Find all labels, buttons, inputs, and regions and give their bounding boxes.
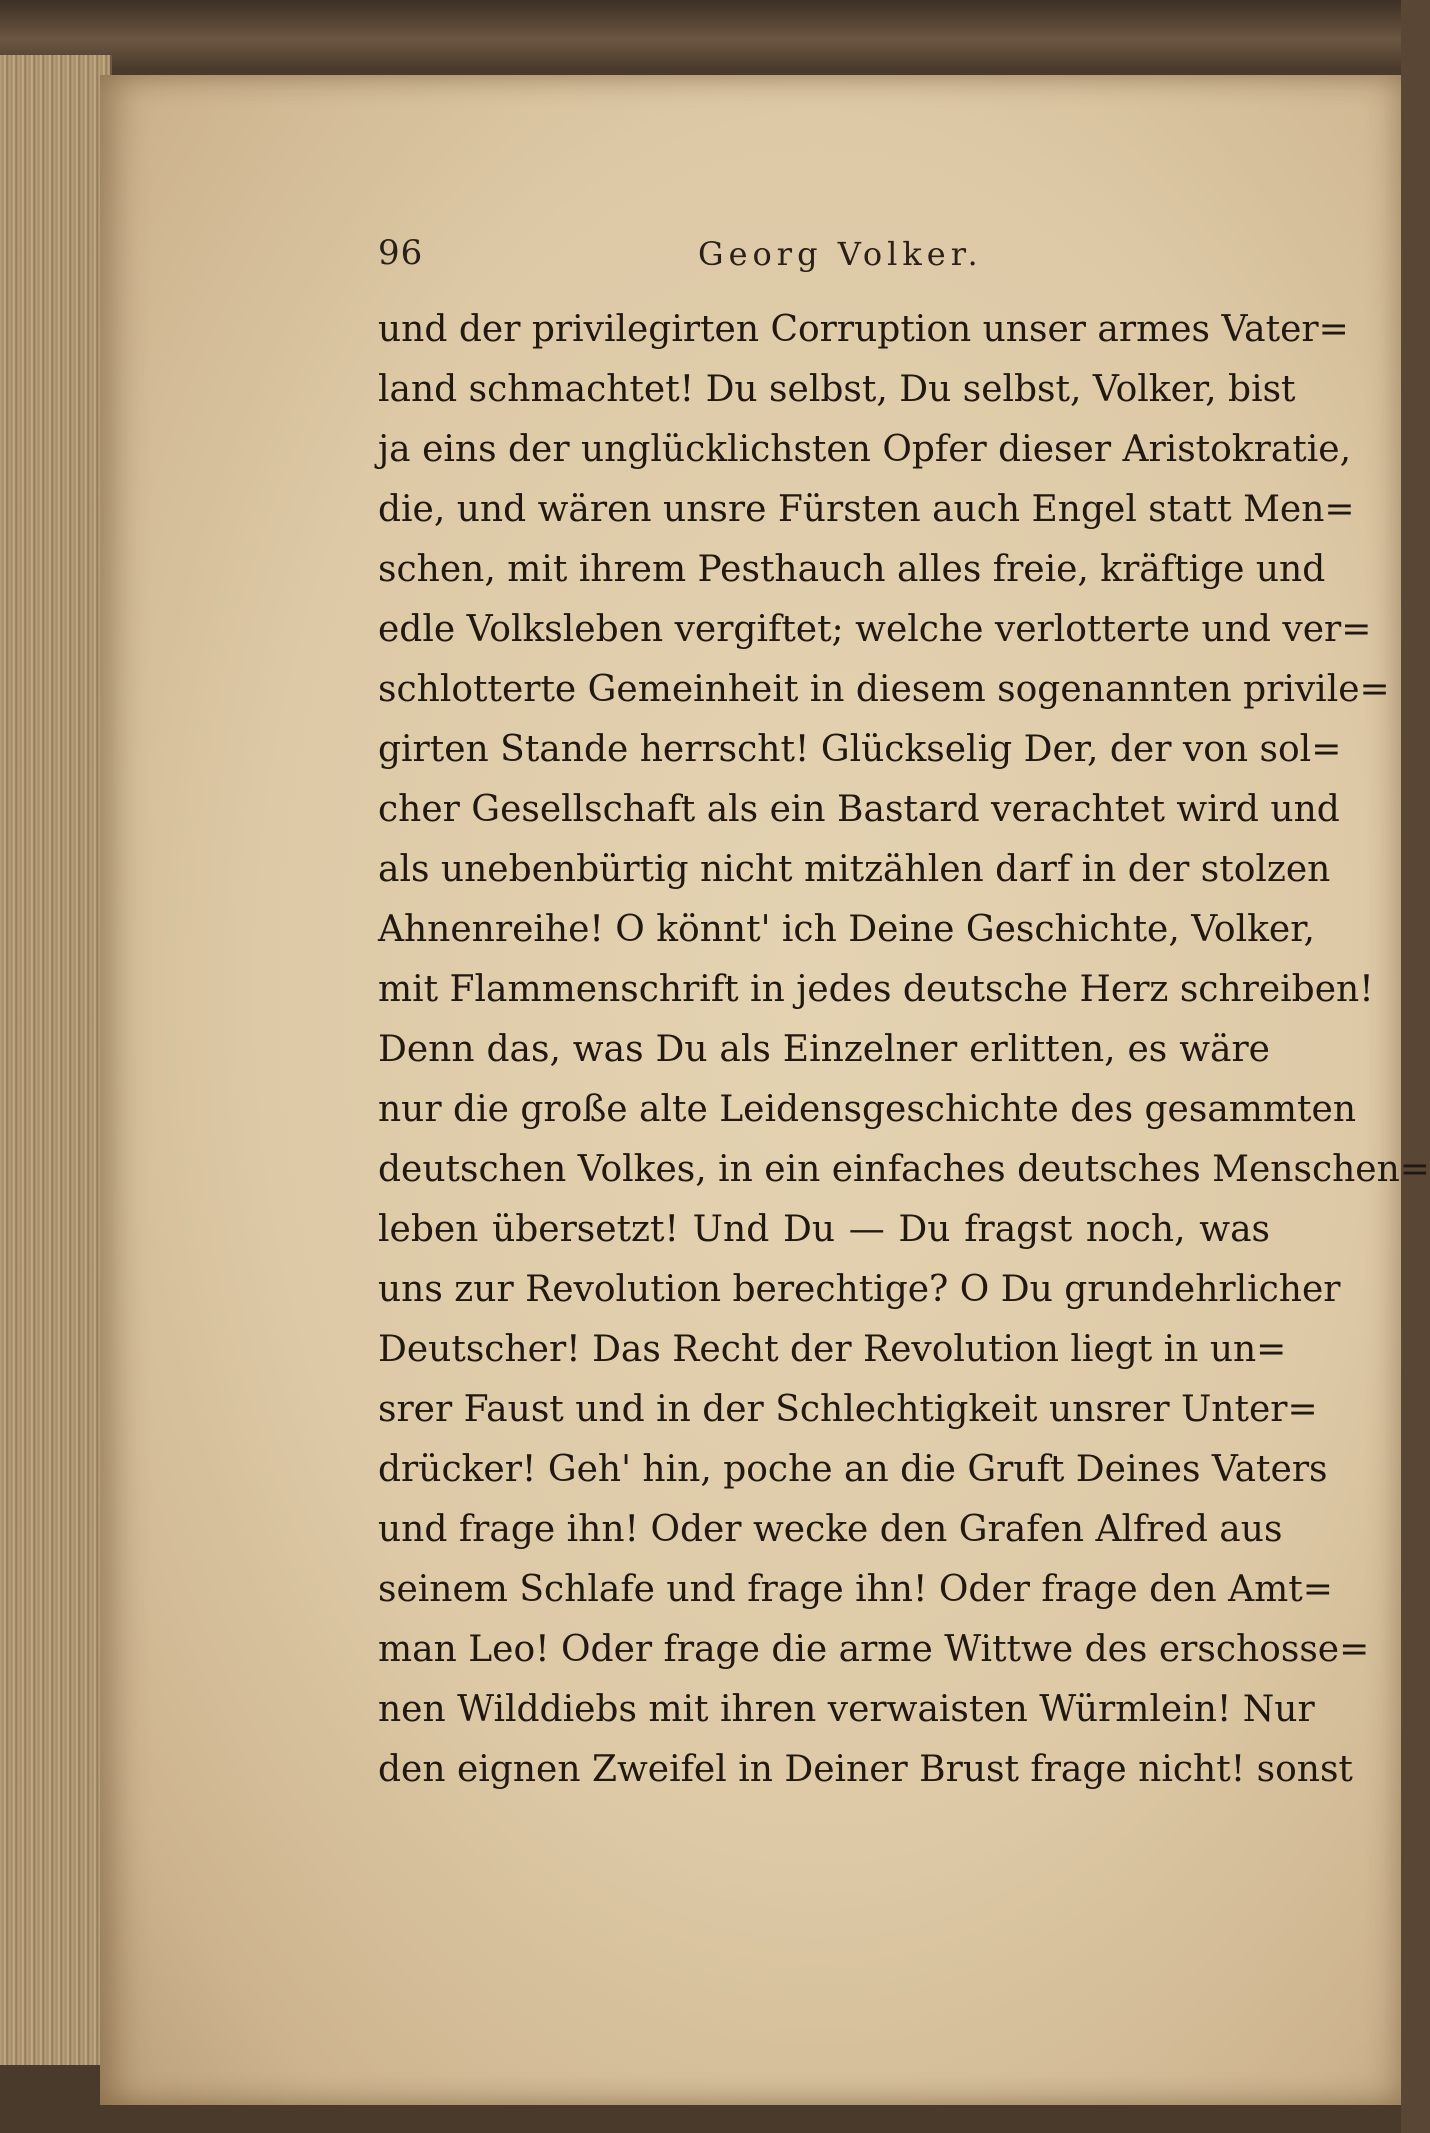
text-line: schen, mit ihrem Pesthauch alles freie, kräftige und xyxy=(378,549,1326,590)
text-line: Deutscher! Das Recht der Revolution liegt in un= xyxy=(378,1329,1287,1370)
text-line: uns zur Revolution berechtige? O Du grundehrlicher xyxy=(378,1269,1341,1310)
text-line: Ahnenreihe! O könnt' ich Deine Geschichte, Volker, xyxy=(378,909,1315,950)
body-text xyxy=(378,300,1430,1800)
text-line: mit Flammenschrift in jedes deutsche Herz schreiben! xyxy=(378,969,1374,1010)
text-line: und der privilegirten Corruption unser armes Vater= xyxy=(378,309,1349,350)
text-line: Denn das, was Du als Einzelner erlitten, es wäre xyxy=(378,1029,1270,1070)
running-head: Georg Volker. xyxy=(698,235,983,273)
text-line: drücker! Geh' hin, poche an die Gruft Deines Vaters xyxy=(378,1449,1328,1490)
text-line: srer Faust und in der Schlechtigkeit unsrer Unter= xyxy=(378,1389,1318,1430)
text-line: nen Wilddiebs mit ihren verwaisten Würmlein! Nur xyxy=(378,1689,1315,1730)
text-line: deutschen Volkes, in ein einfaches deutsches Menschen= xyxy=(378,1149,1430,1190)
text-line: seinem Schlafe und frage ihn! Oder frage den Amt= xyxy=(378,1569,1333,1610)
text-line: girten Stande herrscht! Glückselig Der, der von sol= xyxy=(378,729,1342,770)
text-line: ja eins der unglücklichsten Opfer dieser Aristokratie, xyxy=(378,429,1352,470)
text-line: schlotterte Gemeinheit in diesem sogenannten privile= xyxy=(378,669,1390,710)
text-line: die, und wären unsre Fürsten auch Engel statt Men= xyxy=(378,489,1355,530)
text-line: edle Volksleben vergiftet; welche verlotterte und ver= xyxy=(378,609,1372,650)
text-line: den eignen Zweifel in Deiner Brust frage nicht! sonst xyxy=(378,1749,1353,1790)
text-line: leben übersetzt! Und Du — Du fragst noch, was xyxy=(378,1209,1270,1250)
page-edges xyxy=(0,55,112,2065)
page-number: 96 xyxy=(378,233,424,273)
text-line: man Leo! Oder frage die arme Wittwe des erschosse= xyxy=(378,1629,1370,1670)
page-header xyxy=(378,233,1270,277)
text-line: land schmachtet! Du selbst, Du selbst, Volker, bist xyxy=(378,369,1296,410)
text-line: und frage ihn! Oder wecke den Grafen Alfred aus xyxy=(378,1509,1283,1550)
text-line: als unebenbürtig nicht mitzählen darf in der stolzen xyxy=(378,849,1331,890)
text-line: cher Gesellschaft als ein Bastard verachtet wird und xyxy=(378,789,1340,830)
text-line: nur die große alte Leidensgeschichte des gesammten xyxy=(378,1089,1357,1130)
